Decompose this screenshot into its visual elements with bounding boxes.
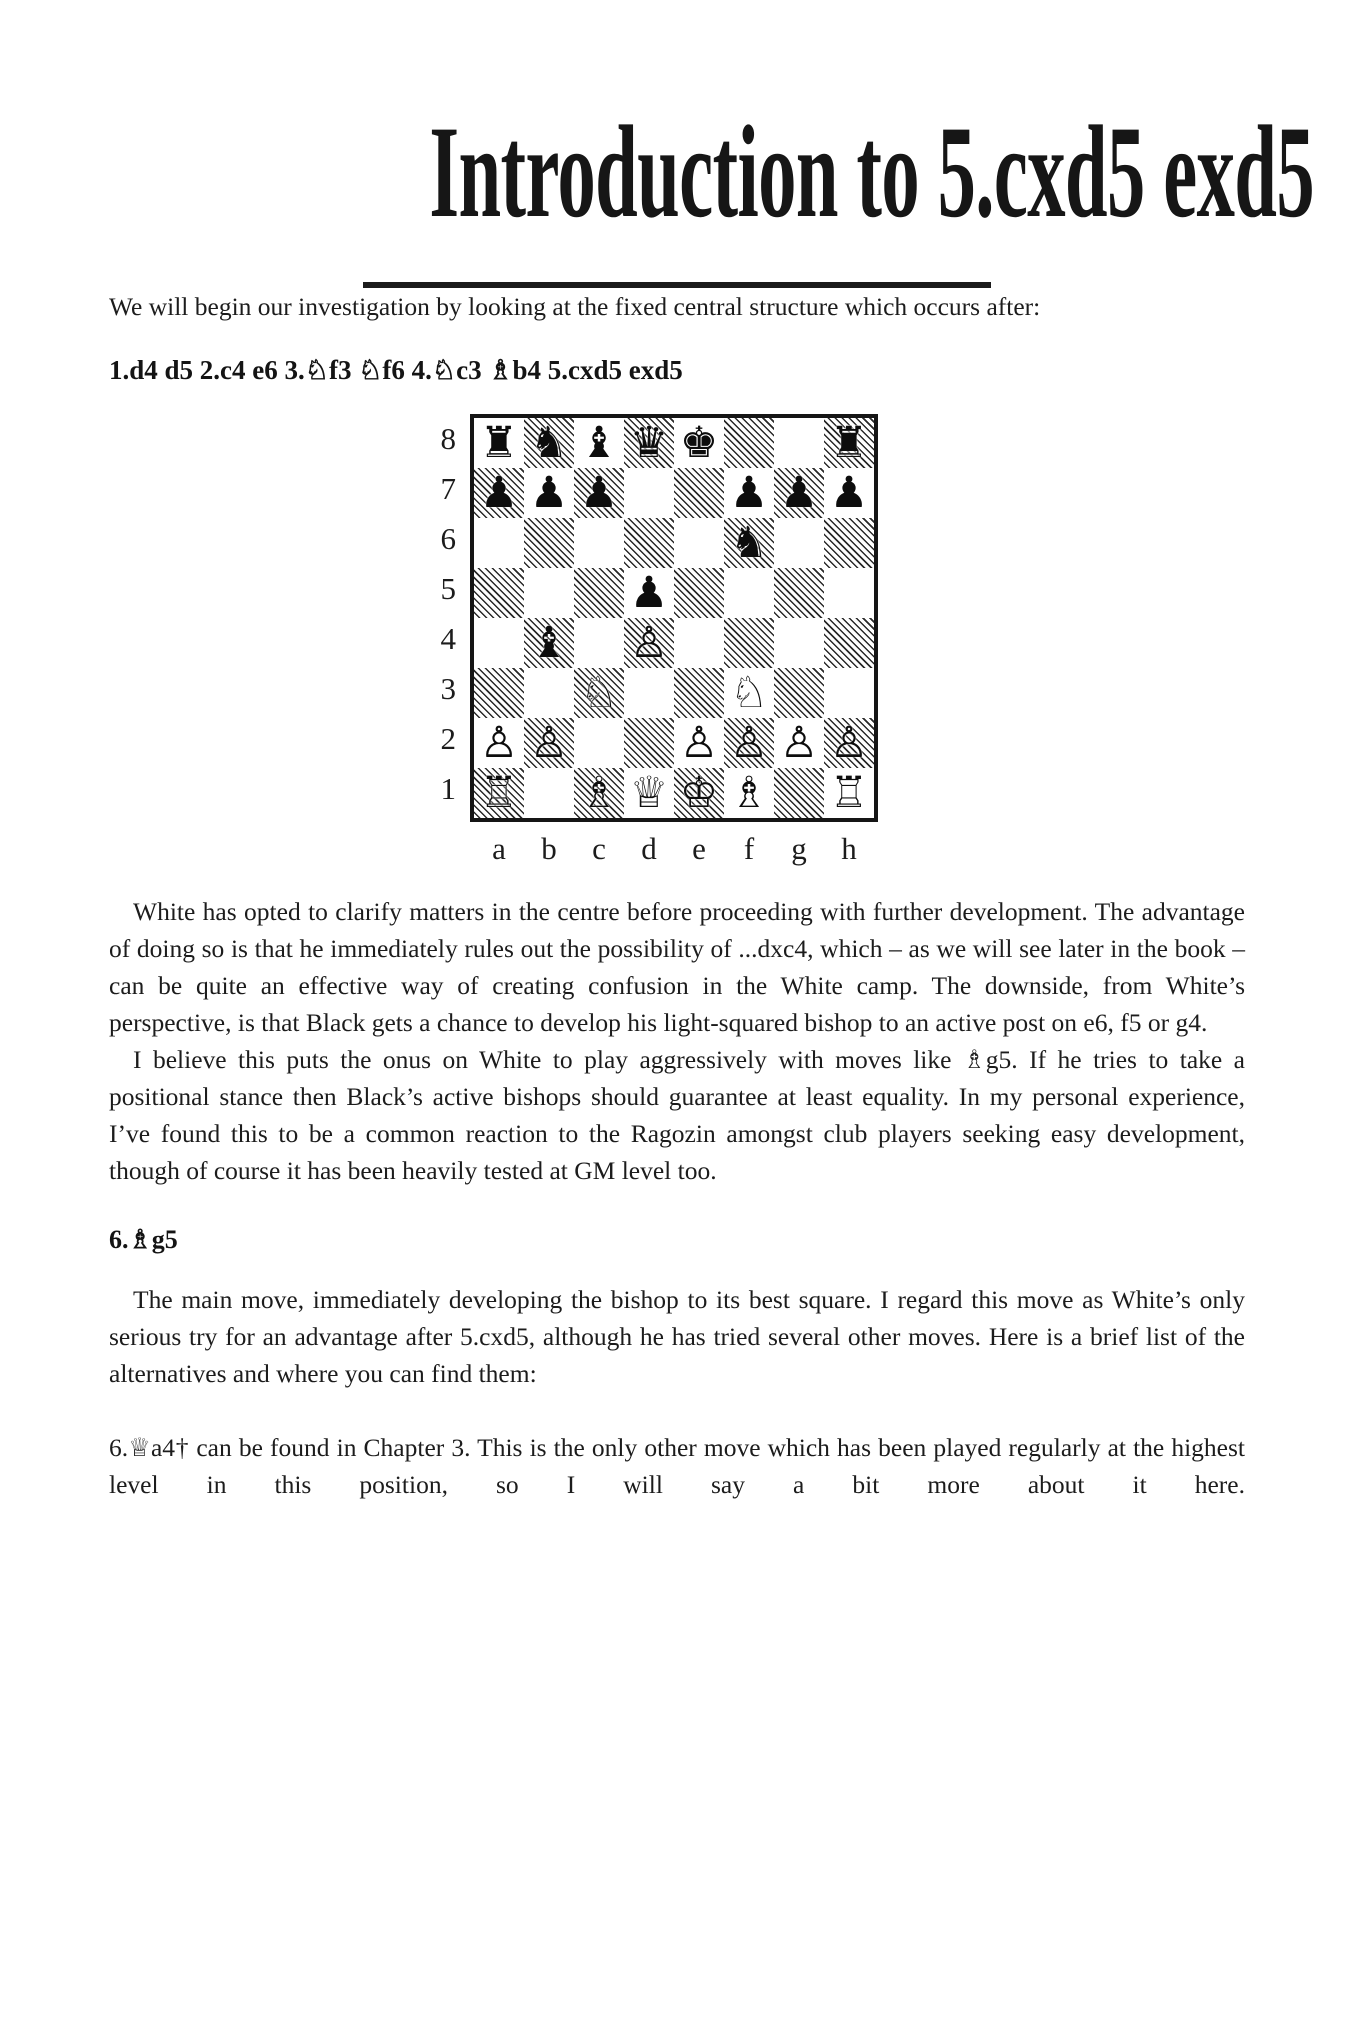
black-knight-icon: ♞ <box>729 518 769 568</box>
square-h7 <box>824 468 874 518</box>
square-d8 <box>624 418 674 468</box>
square-b3 <box>524 668 574 718</box>
square-f2 <box>724 718 774 768</box>
black-pawn-icon: ♟ <box>829 468 869 518</box>
square-c2 <box>574 718 624 768</box>
paragraph-main-move: The main move, immediately developing the bishop to its best square. I regard this move as White’s only serious try for an advantage after 5.cxd5, although he has tried several other moves. Here is a brief list of the alternatives and where you can find them: <box>109 1285 1245 1388</box>
square-g1 <box>774 768 824 818</box>
square-h6 <box>824 518 874 568</box>
square-d6 <box>624 518 674 568</box>
white-rook-icon: ♖ <box>479 768 519 818</box>
intro-paragraph: We will begin our investigation by looking at the fixed central structure which occurs after: <box>109 292 1041 321</box>
square-e3 <box>674 668 724 718</box>
file-label-e: e <box>692 831 706 866</box>
square-e2 <box>674 718 724 768</box>
square-e1 <box>674 768 724 818</box>
square-a5 <box>474 568 524 618</box>
square-h3 <box>824 668 874 718</box>
paragraph-onus-on-white: I believe this puts the onus on White to play aggressively with moves like ♗g5. If he tries to take a positional stance then Black’s active bishops should guarantee at least equality. In my personal experience, I’ve found this to be a common reaction to the Ragozin amongst club players seeking easy development, though of course it has been heavily tested at GM level too. <box>109 1045 1245 1185</box>
chess-diagram <box>109 414 1245 867</box>
square-g4 <box>774 618 824 668</box>
square-c8 <box>574 418 624 468</box>
square-f6 <box>724 518 774 568</box>
file-label-h: h <box>841 831 857 866</box>
file-label-g: g <box>791 831 807 866</box>
square-g7 <box>774 468 824 518</box>
chess-board <box>470 414 878 822</box>
white-knight-icon: ♘ <box>579 668 619 718</box>
white-pawn-icon: ♙ <box>729 718 769 768</box>
chess-diagram-row <box>424 414 1245 822</box>
rank-label-4: 4 <box>440 621 456 656</box>
square-h1 <box>824 768 874 818</box>
black-king-icon: ♚ <box>679 418 719 468</box>
square-d2 <box>624 718 674 768</box>
white-queen-icon: ♕ <box>629 768 669 818</box>
square-e6 <box>674 518 724 568</box>
square-f8 <box>724 418 774 468</box>
square-h8 <box>824 418 874 468</box>
square-b2 <box>524 718 574 768</box>
black-queen-icon: ♛ <box>629 418 669 468</box>
black-rook-icon: ♜ <box>829 418 869 468</box>
file-label-d: d <box>641 831 657 866</box>
square-a4 <box>474 618 524 668</box>
square-c3 <box>574 668 624 718</box>
file-label-c: c <box>592 831 606 866</box>
file-labels <box>474 831 1245 867</box>
square-a6 <box>474 518 524 568</box>
square-c4 <box>574 618 624 668</box>
square-d3 <box>624 668 674 718</box>
white-pawn-icon: ♙ <box>779 718 819 768</box>
white-bishop-icon: ♗ <box>729 768 769 818</box>
square-g5 <box>774 568 824 618</box>
white-knight-icon: ♘ <box>729 668 769 718</box>
square-f4 <box>724 618 774 668</box>
paragraph-white-clarifies: White has opted to clarify matters in the centre before proceeding with further development. The advantage of doing so is that he immediately rules out the possibility of ...dxc4, which – as we will see later in the book – can be quite an effective way of creating confusion in the White camp. The downside, from White’s perspective, is that Black gets a chance to develop his light-squared bishop to an active post on e6, f5 or g4. <box>109 897 1245 1037</box>
black-pawn-icon: ♟ <box>629 568 669 618</box>
square-a1 <box>474 768 524 818</box>
square-e7 <box>674 468 724 518</box>
black-bishop-icon: ♝ <box>579 418 619 468</box>
rank-label-5: 5 <box>440 571 456 606</box>
main-move-line: 1.d4 d5 2.c4 e6 3.♘f3 ♘f6 4.♘c3 ♗b4 5.cxd5 exd5 <box>109 355 683 385</box>
white-pawn-icon: ♙ <box>679 718 719 768</box>
square-c1 <box>574 768 624 818</box>
square-a7 <box>474 468 524 518</box>
square-b8 <box>524 418 574 468</box>
square-c6 <box>574 518 624 568</box>
chapter-title-wrap <box>109 98 1315 256</box>
file-label-a: a <box>492 831 506 866</box>
rank-label-2: 2 <box>440 721 456 756</box>
white-pawn-icon: ♙ <box>629 618 669 668</box>
square-f1 <box>724 768 774 818</box>
square-f3 <box>724 668 774 718</box>
file-label-b: b <box>541 831 557 866</box>
square-e8 <box>674 418 724 468</box>
white-bishop-icon: ♗ <box>579 768 619 818</box>
rank-label-6: 6 <box>440 521 456 556</box>
square-a2 <box>474 718 524 768</box>
square-b1 <box>524 768 574 818</box>
square-d4 <box>624 618 674 668</box>
rank-label-8: 8 <box>440 421 456 456</box>
heading-6bg5: 6.♗g5 <box>109 1225 178 1254</box>
square-b7 <box>524 468 574 518</box>
black-pawn-icon: ♟ <box>729 468 769 518</box>
white-rook-icon: ♖ <box>829 768 869 818</box>
square-d1 <box>624 768 674 818</box>
rank-label-3: 3 <box>440 671 456 706</box>
square-h4 <box>824 618 874 668</box>
rank-label-1: 1 <box>440 771 456 806</box>
white-pawn-icon: ♙ <box>529 718 569 768</box>
chapter-title: Introduction to 5.cxd5 exd5 <box>429 98 1315 245</box>
square-a8 <box>474 418 524 468</box>
square-b5 <box>524 568 574 618</box>
square-b4 <box>524 618 574 668</box>
square-c7 <box>574 468 624 518</box>
square-h5 <box>824 568 874 618</box>
file-label-f: f <box>743 831 755 866</box>
square-f7 <box>724 468 774 518</box>
black-pawn-icon: ♟ <box>529 468 569 518</box>
rank-labels <box>424 414 470 822</box>
square-e4 <box>674 618 724 668</box>
book-page <box>0 98 1354 1503</box>
square-d7 <box>624 468 674 518</box>
black-bishop-icon: ♝ <box>529 618 569 668</box>
paragraph-qa4-check: 6.♕a4† can be found in Chapter 3. This is the only other move which has been played regularly at the highest level in this position, so I will say a bit more about it here. <box>109 1433 1245 1499</box>
square-g6 <box>774 518 824 568</box>
square-f5 <box>724 568 774 618</box>
square-g3 <box>774 668 824 718</box>
square-h2 <box>824 718 874 768</box>
square-d5 <box>624 568 674 618</box>
black-pawn-icon: ♟ <box>579 468 619 518</box>
square-b6 <box>524 518 574 568</box>
rank-label-7: 7 <box>440 471 456 506</box>
square-g2 <box>774 718 824 768</box>
black-pawn-icon: ♟ <box>479 468 519 518</box>
square-a3 <box>474 668 524 718</box>
white-pawn-icon: ♙ <box>479 718 519 768</box>
white-pawn-icon: ♙ <box>829 718 869 768</box>
black-pawn-icon: ♟ <box>779 468 819 518</box>
white-king-icon: ♔ <box>679 768 719 818</box>
black-rook-icon: ♜ <box>479 418 519 468</box>
square-g8 <box>774 418 824 468</box>
square-c5 <box>574 568 624 618</box>
black-knight-icon: ♞ <box>529 418 569 468</box>
square-e5 <box>674 568 724 618</box>
